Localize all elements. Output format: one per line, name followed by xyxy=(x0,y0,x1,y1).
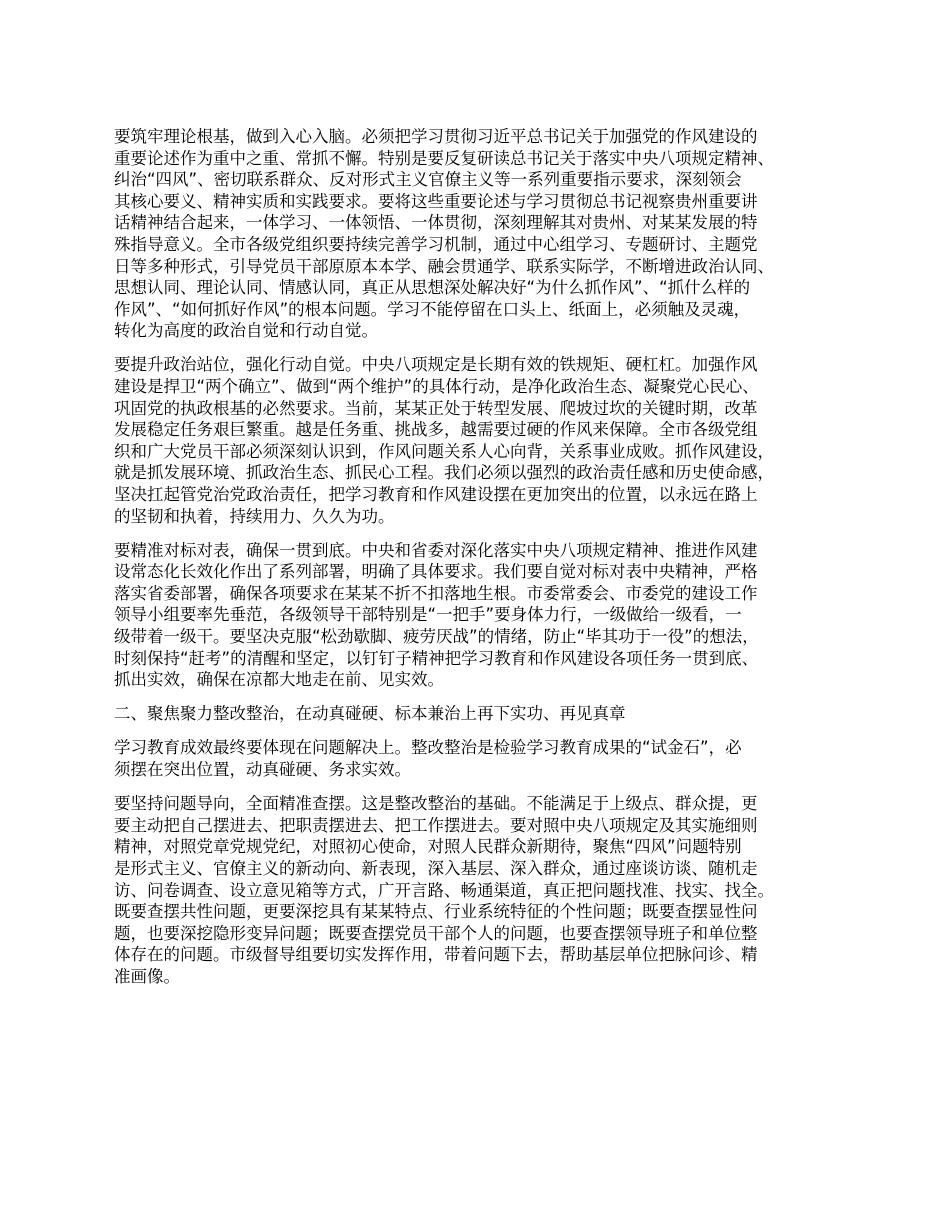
text-line: 作风”、“如何抓好作风”的根本问题。学习不能停留在口头上、纸面上，必须触及灵魂， xyxy=(114,299,751,319)
text-line: 转化为高度的政治自觉和行动自觉。 xyxy=(114,321,378,341)
text-line: 准画像。 xyxy=(114,966,180,986)
paragraph xyxy=(114,540,859,691)
text-line: 要筑牢理论根基，做到入心入脑。必须把学习贯彻习近平总书记关于加强党的作风建设的 xyxy=(114,127,758,146)
paragraph xyxy=(114,737,859,780)
text-line: 建设是捍卫“两个确立”、做到“两个维护”的具体行动，是净化政治生态、凝聚党心民心、 xyxy=(114,377,759,397)
section-heading xyxy=(114,703,859,725)
text-line: 重要论述作为重中之重、常抓不懈。特别是要反复研读总书记关于落实中央八项规定精神、 xyxy=(114,148,774,168)
text-line: 纠治“四风”、密切联系群众、反对形式主义官僚主义等一系列重要指示要求，深刻领会 xyxy=(114,170,742,190)
text-line: 学习教育成效最终要体现在问题解决上。整改整治是检验学习教育成果的“试金石”，必 xyxy=(114,738,742,758)
text-line: 要主动把自己摆进去、把职责摆进去、把工作摆进去。要对照中央八项规定及其实施细则 xyxy=(114,815,758,835)
text-line: 精神，对照党章党规党纪，对照初心使命，对照人民群众新期待，聚焦“四风”问题特别 xyxy=(114,837,742,857)
text-line: 要精准对标对表，确保一贯到底。中央和省委对深化落实中央八项规定精神、推进作风建 xyxy=(114,540,758,560)
text-line: 既要查摆共性问题，更要深挖具有某某特点、行业系统特征的个性问题；既要查摆显性问 xyxy=(114,902,758,922)
text-line: 体存在的问题。市级督导组要切实发挥作用，带着问题下去，帮助基层单位把脉问诊、精 xyxy=(114,945,758,965)
text-line: 领导小组要率先垂范，各级领导干部特别是“一把手”要身体力行，一级做给一级看，一 xyxy=(114,605,742,625)
text-line: 二、聚焦聚力整改整治，在动真碰硬、标本兼治上再下实功、再见真章 xyxy=(114,704,626,724)
text-line: 是形式主义、官僚主义的新动向、新表现，深入基层、深入群众，通过座谈访谈、随机走 xyxy=(114,858,758,878)
text-line: 发展稳定任务艰巨繁重。越是任务重、挑战多，越需要过硬的作风来保障。全市各级党组 xyxy=(114,420,758,440)
paragraph xyxy=(114,793,859,987)
text-line: 殊指导意义。全市各级党组织要持续完善学习机制，通过中心组学习、专题研讨、主题党 xyxy=(114,234,758,254)
text-line: 落实省委部署，确保各项要求在某某不折不扣落地生根。市委常委会、市委党的建设工作 xyxy=(114,583,758,603)
paragraph xyxy=(114,126,859,342)
text-line: 思想认同、理论认同、情感认同，真正从思想深处解决好“为什么抓作风”、“抓什么样的 xyxy=(114,278,751,298)
text-line: 其核心要义、精神实质和实践要求。要将这些重要论述与学习贯彻总书记视察贵州重要讲 xyxy=(114,191,758,211)
text-line: 日等多种形式，引导党员干部原原本本学、融会贯通学、联系实际学，不断增进政治认同、 xyxy=(114,256,774,276)
text-line: 坚决扛起管党治党政治责任，把学习教育和作风建设摆在更加突出的位置，以永远在路上 xyxy=(114,485,758,504)
text-line: 抓出实效，确保在凉都大地走在前、见实效。 xyxy=(114,670,444,690)
text-line: 巩固党的执政根基的必然要求。当前，某某正处于转型发展、爬坡过坎的关键时期，改革 xyxy=(114,398,758,418)
text-line: 织和广大党员干部必须深刻认识到，作风问题关系人心向背，关系事业成败。抓作风建设， xyxy=(114,441,774,461)
text-line: 访、问卷调查、设立意见箱等方式，广开言路、畅通渠道，真正把问题找准、找实、找全。 xyxy=(114,880,774,900)
text-line: 要提升政治站位，强化行动自觉。中央八项规定是长期有效的铁规矩、硬杠杠。加强作风 xyxy=(114,355,758,375)
text-line: 题，也要深挖隐形变异问题；既要查摆党员干部个人的问题，也要查摆领导班子和单位整 xyxy=(114,923,758,943)
text-line: 就是抓发展环境、抓政治生态、抓民心工程。我们必须以强烈的政治责任感和历史使命感， xyxy=(114,463,774,483)
text-line: 要坚持问题导向，全面精准查摆。这是整改整治的基础。不能满足于上级点、群众提，更 xyxy=(114,794,758,814)
text-line: 须摆在突出位置，动真碰硬、务求实效。 xyxy=(114,760,411,780)
text-line: 级带着一级干。要坚决克服“松劲歇脚、疲劳厌战”的情绪，防止“毕其功于一役”的想法， xyxy=(114,627,759,647)
paragraph xyxy=(114,354,859,527)
text-line: 话精神结合起来，一体学习、一体领悟、一体贯彻，深刻理解其对贵州、对某某发展的特 xyxy=(114,213,758,233)
text-line: 的坚韧和执着，持续用力、久久为功。 xyxy=(114,506,395,526)
text-line: 设常态化长效化作出了系列部署，明确了具体要求。我们要自觉对标对表中央精神，严格 xyxy=(114,562,758,582)
text-line: 时刻保持“赶考”的清醒和坚定，以钉钉子精神把学习教育和作风建设各项任务一贯到底、 xyxy=(114,648,759,668)
document-body xyxy=(114,126,859,1000)
